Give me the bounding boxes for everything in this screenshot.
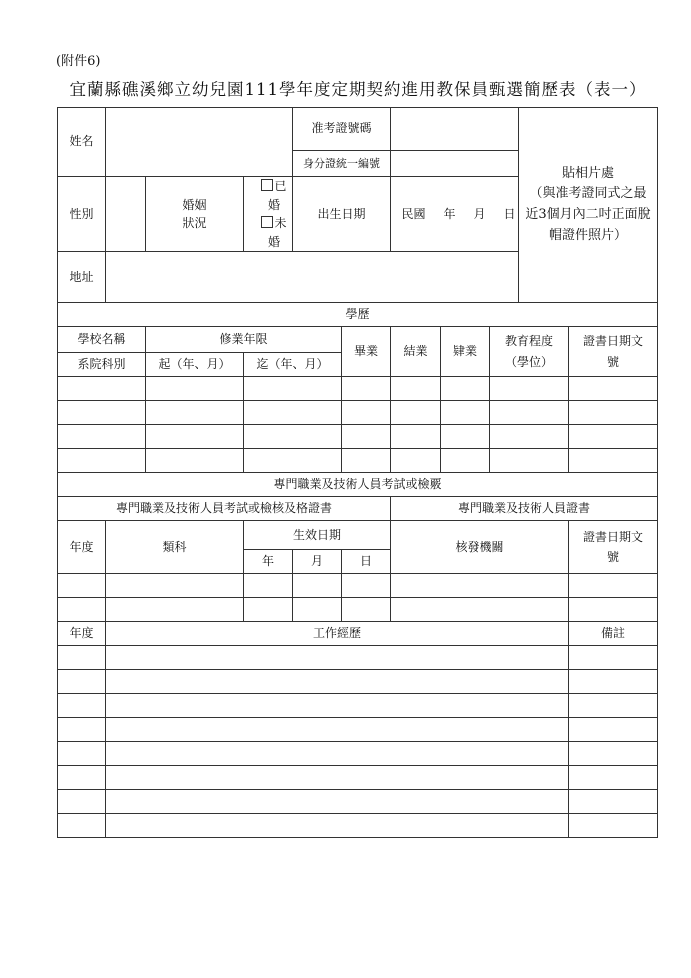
exam-number-label: 准考證號碼 (293, 108, 391, 151)
incomplete-label: 肄業 (441, 327, 490, 377)
department-label: 系院科別 (58, 353, 146, 377)
work-row (58, 814, 658, 838)
marital-status-label: 婚姻狀況 (146, 177, 244, 252)
graduated-label: 畢業 (342, 327, 391, 377)
education-cert-date-label: 證書日期文號 (569, 327, 658, 377)
professional-row (58, 598, 658, 622)
exam-certificate-label: 專門職業及技術人員考試或檢核及格證書 (58, 497, 391, 521)
work-row (58, 670, 658, 694)
photo-title: 貼相片處 (562, 165, 615, 181)
work-row (58, 790, 658, 814)
single-option[interactable]: 未婚 (256, 214, 292, 251)
attachment-label: (附件6) (56, 54, 101, 69)
category-label: 類科 (106, 521, 244, 574)
name-field[interactable] (106, 108, 293, 177)
photo-note: （與准考證同式之最近3個月內二吋正面脫帽證件照片） (525, 186, 651, 243)
education-section-title: 學歷 (58, 303, 658, 327)
address-label: 地址 (58, 252, 106, 303)
gender-label: 性別 (58, 177, 106, 252)
married-checkbox[interactable] (261, 179, 273, 191)
work-row (58, 718, 658, 742)
marital-options (244, 177, 293, 252)
address-field[interactable] (106, 252, 519, 303)
id-number-field[interactable] (391, 151, 519, 177)
remark-label: 備註 (569, 622, 658, 646)
issuing-agency-label: 核發機關 (391, 521, 569, 574)
work-row (58, 694, 658, 718)
degree-label: 教育程度（學位） (490, 327, 569, 377)
birth-date-field[interactable]: 民國 年 月 日 (391, 177, 519, 252)
study-years-label: 修業年限 (146, 327, 342, 353)
name-label: 姓名 (58, 108, 106, 177)
id-number-label: 身分證統一編號 (293, 151, 391, 177)
education-row (58, 377, 658, 401)
education-row (58, 425, 658, 449)
page-title: 宜蘭縣礁溪鄉立幼兒園111學年度定期契約進用教保員甄選簡歷表（表一） (69, 80, 647, 99)
professional-year-label: 年度 (58, 521, 106, 574)
school-name-label: 學校名稱 (58, 327, 146, 353)
completed-label: 結業 (391, 327, 441, 377)
professional-row (58, 574, 658, 598)
work-row (58, 646, 658, 670)
end-date-label: 迄（年、月） (244, 353, 342, 377)
single-checkbox[interactable] (261, 216, 273, 228)
work-row (58, 766, 658, 790)
photo-area[interactable] (519, 108, 658, 303)
effective-month-label: 月 (293, 550, 342, 574)
education-row (58, 449, 658, 473)
work-row (58, 742, 658, 766)
professional-section-title: 專門職業及技術人員考試或檢覈 (58, 473, 658, 497)
start-date-label: 起（年、月） (146, 353, 244, 377)
professional-cert-date-label: 證書日期文號 (569, 521, 658, 574)
effective-date-label: 生效日期 (244, 521, 391, 550)
professional-license-label: 專門職業及技術人員證書 (391, 497, 658, 521)
effective-year-label: 年 (244, 550, 293, 574)
education-row (58, 401, 658, 425)
resume-form-table (57, 107, 658, 838)
gender-field[interactable] (106, 177, 146, 252)
effective-day-label: 日 (342, 550, 391, 574)
work-experience-label: 工作經歷 (106, 622, 569, 646)
married-option[interactable]: 已婚 (256, 177, 292, 214)
work-year-label: 年度 (58, 622, 106, 646)
exam-number-field[interactable] (391, 108, 519, 151)
birth-date-label: 出生日期 (293, 177, 391, 252)
